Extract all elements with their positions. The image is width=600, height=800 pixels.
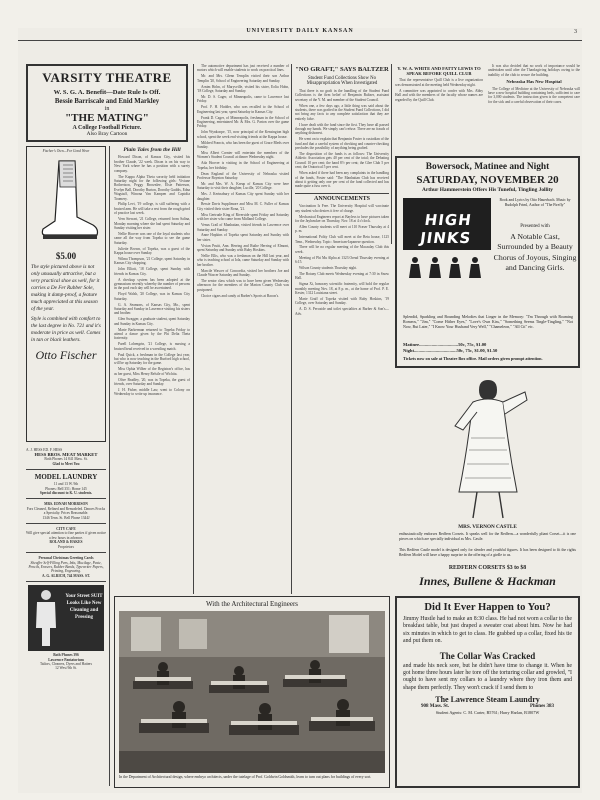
varsity-theatre-ad — [26, 64, 188, 142]
article-paragraph: A committee was appointed to confer with Mrs. Abby Hall and with the members of the faculty whose names are regarded by the Quill Club. — [395, 88, 483, 102]
bowersock-seats: Tickets now on sale at Theatre Box office. Mail orders given prompt attention. — [403, 356, 543, 361]
chorus-figures — [403, 254, 491, 288]
castle-name: MRS. VERNON CASTLE — [458, 524, 517, 530]
news-item: Julietie Brown, of Topeka, was a guest of the Kappa house over Sunday. — [114, 246, 190, 256]
news-item: Paul Quick, a freshman in the College last year, but who is now teaching in the Burford high school, will be up Saturday for the game. — [114, 352, 190, 366]
news-item: Prof. F. H. Hodder, who was recalled to the School of Engineering last year, spent Saturday in Kansas City. — [197, 105, 289, 114]
shoe-store: Otto Fischer — [35, 348, 97, 363]
article-paragraph: When asked if there had been any complaints in the handling of the funds, Foster said: "The Manhattan Club has received about it getting only one per cent of the fund collected and has made quite a fuss over it. — [295, 171, 389, 189]
hess-phone: Both Phones 14 841 Mass. St. — [44, 457, 88, 462]
nebraska-headline: Nebraska Has New Hospital — [506, 79, 562, 85]
news-item: A checkup system has been adopted at the gymnasium recently whereby the number of persons in the pool each day will be ascertained. — [114, 277, 190, 291]
greeting-cards-title: Personal Christmas Greeting Cards — [38, 556, 94, 561]
model-laundry-title: MODEL LAUNDRY — [34, 473, 98, 482]
news-item: Philip Levi, '19 college, is still suffering with a bruised arm. He will take a rest from the rough grind of practice last week. — [114, 202, 190, 216]
nebraska-body: The College of Medicine at the University of Nebraska will have a new hospital building containing beds, sufficient to care for 3,000 students. The instruction given is the competent care for the sick and a careful observation of their cases. — [488, 86, 580, 104]
no-graft-body — [295, 89, 389, 189]
city-cafe-title: CITY CAFE — [56, 527, 76, 532]
announcement-item: Meeting of Phi Mu Alpha at 1323 Oread Thursday evening at 6:15. — [295, 255, 389, 265]
laundry-address: 908 Mass. St. — [421, 704, 450, 710]
laundry-agents: Student Agents: C. M. Carter, B5761; Harry Harlan, B1807W — [435, 710, 540, 716]
news-item: The automotive department has just received a number of motors which will enable students to work on practical lines. — [197, 64, 289, 73]
news-item: Marie Barkerman returned to Topeka Friday to attend a dance given by the Phi Delta Theta fraternity. — [114, 327, 190, 341]
announcement-item: Wilson County students Thursday night. — [299, 266, 357, 271]
news-item: Frank D. Cager, of Minneapolis, freshman in the School of Engineering, entertained Mr. & Mrs. G. Parton over the game Friday. — [197, 115, 289, 129]
news-item: The Kappa Alpha Theta sorority held initiation Saturday night for the following girls: Viviane Rothertson, Peggy Brownlee, Elsie Patterson, Evelyn Ball, Dorothy Burton, Dorothy Gaddis, Edna Wagstaff, Winona Van Kampen and Captolia Toomery. — [114, 174, 190, 201]
city-cafe-owner: ROLAND & HAKES — [49, 540, 83, 545]
steam-laundry-ad — [395, 596, 580, 788]
news-item: G. A. Seamons, of Kansas City, Mo., spent Saturday and Sunday in Lawrence visiting his sisters and brother. — [114, 302, 190, 316]
news-item: Ada Hoover is visiting in the School of Engineering at Topeka, her birthday. — [197, 161, 289, 170]
article-paragraph: I have dealt with the fund since the first. They have all passed through my hands. We simply can't refuse. There are no frauds of anything dishonest. — [295, 122, 389, 136]
varsity-play: "THE MATING" — [65, 112, 149, 124]
announcement-item: The Botany Club meets Wednesday evening at 7:30 in Snow Hall. — [295, 272, 389, 281]
column-rule — [109, 146, 110, 786]
shoe-price: $5.00 — [55, 251, 77, 262]
hess-market: HESS BROS. MEAT MARKET — [34, 452, 98, 458]
plain-tales-column — [114, 146, 190, 592]
news-item: Nellie Hoover was one of the loyal students who came all the way from Topeka to see the game Saturday. — [114, 231, 190, 245]
news-item: The senior class which was to have been given Wednesday afternoon for the members of the Marion County Club was postponed. — [197, 279, 289, 292]
news-item: Nellie Ellis, who was a freshman on the Hill last year, and who is teaching school at Iola, came Saturday and Sunday with her brother. — [197, 254, 289, 267]
morrison-phone: 1346 Tenn. St. Bell Phone 1344J — [42, 515, 90, 520]
architecture-photo-feature — [114, 596, 390, 788]
shoe-body: The style pictured above is not only unusually attractive, but a very practical shoe as well, for it carries a De Fer Rubber Sole, making it damp-proof, a feature much appreciated at this season of the year. — [31, 264, 100, 313]
announcement-item: Vaccination Is Free. The University Hospital will vaccinate any student who desires it free of charge. — [295, 204, 389, 213]
news-item: Mildred Francis, who has been the guest of Grace Bleds over Sunday. — [197, 140, 289, 149]
news-item: Parell Lohengrin, '21 College, is nursing a bruised head received in a wrestling match. — [114, 342, 190, 351]
greeting-cards-store: A. G. ALRICH, 744 MASS. ST. — [41, 573, 91, 578]
laundry-body: Jimmy Hustle had to make an 8:30 class. He had not worn a collar to the breakfast table, but just draped a sweater coat about him. Now he had six minutes in which to get to class. He grabbed up a collar, fixed his tie and put them on. — [403, 616, 572, 645]
varsity-comedy: A College Football Picture. — [72, 125, 142, 131]
news-item: Choice cigars and candy at Barber's Sports at Bacon's. — [201, 293, 280, 298]
news-item: Vern Stewart, '21 College, returned from Salina, Monday morning where she had spent Saturday and Sunday visiting her sister. — [114, 217, 190, 230]
cleaning-ad-graphic — [28, 585, 104, 651]
left-small-ads — [26, 448, 106, 788]
news-item: John Wynkoope, '15, now principal of the Kensington high school, spent the week end visiting friends at the Kappa house. — [197, 130, 289, 139]
news-item: Mr. and Mrs. W. A. Kreup of Kansas City were here Saturday to visit their daughter, Lucille, '20 College. — [197, 181, 289, 191]
newspaper-page — [18, 28, 582, 793]
announcement-item: A. D. S. Peroxide and toilet specialties at Barber & Son's—Adv. — [295, 307, 389, 316]
article-paragraph: That the representative Quill Club is a live organization was demonstrated at the meeting held Wednesday night. — [395, 78, 483, 87]
bowersock-date: SATURDAY, NOVEMBER 20 — [416, 174, 559, 186]
varsity-stars: Bessie Barriscale and Enid Markley — [54, 98, 160, 105]
news-item: John Elliott, '18 College, spent Sunday with friends in Kansas City. — [114, 267, 190, 276]
article-paragraph: The disposition of the funds is as follows: The University Athletic Association gets 40 per cent of the total; the Debating Council 10 per cent; the band 8½ per cent; the Glee Club 5 per cent; the Oratorical 5 per cent. — [295, 152, 389, 170]
city-cafe-prop: Proprietors — [58, 544, 74, 549]
announcements-title: ANNOUNCEMENTS — [295, 193, 389, 202]
laundry-name: The Lawrence Steam Laundry — [435, 695, 540, 705]
mrs-castle-illustration — [433, 372, 543, 522]
news-item: Arnim Hohn, of Marysville, visited his sister, Eolia Hohn, '18 College, Saturday and Sunday. — [197, 84, 289, 94]
page-number: 3 — [574, 29, 578, 35]
announcement-item: There will be no regular meeting of the Macaulay Club this week. — [295, 245, 389, 254]
news-item: Floyd Walsh, '20 College, was in Kansas City Saturday. — [114, 292, 190, 301]
news-item: Mrs. J. Kerinabury of Kansas City spent Sunday with her daughter. — [197, 192, 289, 201]
laundry-headline: Did It Ever Happen to You? — [424, 602, 551, 613]
pantatorium-name: Lawrence Pantatorium — [48, 657, 84, 662]
news-item: Bessie Davis Supplimore and Miss M. C. Fuller of Kansas City visited their sister Rona, '21. — [197, 202, 289, 211]
header-rule — [18, 40, 582, 41]
news-item: Vivian Pruitt, Ann. Herring and Ruthe Herring of Elmont, spent Saturday and Sunday with Ruby Hoskins. — [197, 243, 289, 253]
greeting-cards-body: Sheaffer Self-Filling Pens, Inks, Mucilage, Paste, Pencils, Erasers, Rubber Bands, Typewriter Papers, Printing, Engraving. — [28, 560, 104, 574]
high-jinks-title: HIGH JINKS — [418, 211, 474, 247]
shoe-body-2: Style is combined with comfort to the last degree in No. 721 and it's moderate in price as well. Comes in tan or black leathers. — [31, 316, 101, 344]
article-paragraph: When one, a few days ago, a little thing was said about the students, there was grafted in the Student Fund Collections, I did not bring any facts to any complete satisfaction that they are entirely false. — [295, 103, 389, 121]
bowersock-credits: Book and Lyrics by Otto Hauerbach. Music by Rudolph Friml, Author of "The Firefly" — [499, 198, 571, 207]
pantatorium-addr: 12 West 9th St. — [55, 666, 77, 671]
quill-club-column — [395, 64, 483, 154]
model-laundry-addr: 11 and 13 W. 9th — [53, 482, 79, 487]
no-graft-headline: "NO GRAFT," SAYS BALTZER — [295, 66, 389, 73]
column-rule — [193, 64, 194, 594]
article-paragraph: That there is no graft in the handling of the Student Fund Collections is the firm belief of Benjamin Baltzer, assistant secretary of the Y. M. and member of the Student Council. — [295, 88, 389, 102]
varsity-cartoon: Also Bray Cartoon — [86, 131, 128, 137]
news-item: Miss Gertrude King of Riverside spent Friday and Saturday with her sister who came from Midland College. — [197, 212, 289, 222]
announcements-body — [295, 204, 389, 316]
boot-illustration — [31, 157, 101, 247]
column-rule — [291, 64, 292, 594]
shoe-caption: Fischer's Own—For Good Wear — [42, 149, 90, 153]
cleaning-ad-text: Your Street SUIT Looks Like New Cleaning and Pressing — [65, 594, 103, 621]
castle-body-2: This Redfern Castle model is designed only for slender and youthful figures. It has been designed to fit the rights Redfern Model will have a happy surprise in the offering of a girdle to us. — [399, 548, 576, 557]
bowersock-ad — [395, 156, 580, 368]
morrison-body: Fors Cleaned, Relined and Remodeled. Dances Frocks a Specialty. Prices Reasonable. — [26, 506, 106, 516]
dancers-illustration — [403, 254, 491, 288]
news-item: Glen Swagger, a graduate student, spent Saturday and Sunday in Kansas City. — [114, 317, 190, 326]
plain-tales-title: Plain Tales from the Hill — [123, 147, 181, 153]
news-column-3 — [197, 64, 289, 592]
news-item: Mr. D. S. Cager, of Minneapolis, came to Lawrence last Friday. — [197, 94, 289, 104]
column-3-body — [197, 64, 289, 298]
quill-club-headline: Y. W. A. WHITE AND FATTY LEWIS TO SPEAK BEFORE QUILL CLUB — [397, 66, 481, 77]
photo-caption: In the Department of Architectural design, where embryo architects, under the tutelage of Prof. Goldwin Goldsmith, learn to turn out plans for buildings of every sort. — [119, 775, 372, 779]
column-6-top — [488, 64, 580, 154]
quill-club-body — [395, 78, 483, 102]
plain-tales-body — [114, 155, 190, 396]
drafting-room-image — [119, 611, 385, 773]
bowersock-name: Bowersock, Matinee and Night — [425, 162, 550, 172]
ibh-store-signature: Innes, Bullene & Hackman — [419, 574, 556, 588]
no-graft-subhead: Student Fund Collections Show No Misappropriation When Investigated — [306, 75, 378, 87]
news-item: Mr. and Mrs. Glenn Templin visited their son Arthur Templin '20, School of Engineering Saturday and Sunday. — [197, 74, 289, 83]
no-graft-column — [295, 64, 389, 592]
model-laundry-phone: Phones: Bell 351; Home 145 — [45, 486, 87, 491]
drafting-room-photo — [119, 611, 385, 773]
news-item: Venus Crail of Manhattan, visited friends in Lawrence over Saturday and Sunday. — [197, 223, 289, 232]
announcement-item: Sigma Xi, honorary scientific fraternity, will hold the regular monthly meeting Nov. 18, at 8 p. m., at the home of Prof. P. E. Kester, 1312 Louisiana street. — [295, 282, 389, 296]
city-cafe-body: Will give special attention to fine parties if given notice a few hours in advance. — [26, 531, 106, 540]
photo-title: With the Architectural Engineers — [205, 600, 299, 608]
pantatorium-services: Tailors, Cleaners, Dyers and Hatters — [39, 661, 93, 666]
bowersock-cast-intro: Presented with — [520, 224, 550, 229]
corset-ad — [395, 372, 580, 590]
laundry-contact — [397, 704, 578, 709]
article-paragraph: He went on to explain that Benjamin Foster is custodian of the fund and that a careful system of checking and counter-checking precludes the possibility of anything being grafted. — [295, 137, 389, 151]
news-item: Olive Bradley, '20, was in Topeka, the guest of friends, over Saturday and Sunday. — [114, 377, 190, 387]
news-item: Dean England of the University of Nebraska visited Professor Boynton Saturday. — [197, 171, 289, 180]
varsity-benefit: W. S. G. A. Benefit—Date Rule Is Off. — [53, 89, 161, 96]
quill-club-continued: It was also decided that no work of importance would be undertaken until after the Thanksgiving holidays owing to the inability of the club to secure the building. — [488, 64, 580, 77]
bowersock-night: Night.....................................50c, 75c, $1.00, $1.50 — [403, 348, 498, 353]
announcement-item: Allen County students will meet at 110 Fraser Thursday at 4 p. m. — [295, 224, 389, 234]
news-item: Howard Dixon, of Kansas City, visited his brother Claude, '22 week. Dixon is on his way to New York where he has a position with a surety company. — [114, 155, 190, 173]
varsity-name: VARSITY THEATRE — [42, 70, 172, 85]
redfern-price: REDFERN CORSETS $3 to $8 — [448, 565, 527, 571]
high-jinks-logo — [403, 198, 491, 250]
hess-glad: Glad to Meet You — [52, 461, 80, 466]
pantatorium-phones: Both Phones 396 — [53, 653, 79, 658]
bowersock-matinee: Matinee..................................50c, 75c, $1.00 — [403, 342, 487, 347]
page-header — [18, 28, 582, 40]
news-item: Miss Albert Cornier will entertain the members of the Women's Student Council at dinner Wednesday night. — [197, 150, 289, 160]
news-item: Wilma Thompson, '21 College, spent Saturday in Kansas City shopping. — [114, 256, 190, 266]
announcement-item: Marie Graff of Topeka visited with Ruby Hoskins, '19 College, over Saturday and Sunday. — [295, 297, 389, 306]
news-item: Miss Ophia Wilber of the Registrar's office, has as her guest, Miss Henry Relstle of Wichita. — [114, 367, 190, 376]
laundry-phone: Phones 383 — [529, 704, 554, 710]
hess-names: A. J. HESS ED. F. HESS — [26, 448, 63, 452]
morrison-title: MRS. EDNAH MORRISON — [44, 502, 88, 507]
bowersock-cast: A Notable Cast, Surrounded by a Beauty Chorus of Joyous, Singing and Dancing Girls. — [493, 232, 577, 273]
announcement-item: Mechanical Engineers report at Bayless to have pictures taken for the Jayhawker on Thursday, Nov. 18 at 4 o'clock. — [295, 214, 389, 223]
shoe-ad — [26, 146, 106, 446]
model-laundry-note: Special discount to K. U. students. — [39, 491, 93, 496]
column-rule — [391, 64, 392, 244]
news-item: Anne Hopkins of Topeka spent Saturday and Sunday with her sister. — [197, 233, 289, 242]
bowersock-songs: Splendid, Sparkling and Bounding Melodies that Linger in the Memory: "I'm Through with Roaming Romeos," "Jim," "Come Hither Eyes," "Love's Own Kiss," "Something Seems Tingle-Tingling," "Not Now, But Later," "I Know Your Husband Very Well," "Chameleon," "All Cit" etc. — [403, 314, 573, 329]
news-item: J. H. Fisher, middle Law, went to Colony on Wednesday to write up insurance. — [114, 388, 190, 397]
bowersock-presents: Arthur Hammerstein Offers His Tuneful, Tingling Jollity — [421, 187, 554, 193]
suit-figure-icon — [32, 588, 60, 648]
laundry-subhead: The Collar Was Cracked — [439, 650, 536, 661]
castle-body: enthusiastically endorses Redfern Corsets. It speaks well for the Redfern—a wonderfully pliant Corset—it is one pieces on which are specially individual as Mrs. Castle. — [399, 532, 576, 541]
laundry-body-2: and made his neck sore, but he didn't have time to change it. When he got home three hours later he tore off the torturing collar and growled, "I ought to have sent my collars to a laundry where they iron them and shape them perfectly. They won't crack if I send them to — [403, 662, 572, 691]
news-item: Marcile Wascer of Concordia, visited her brothers Joe and Claude Wascer Saturday and Sunday. — [197, 268, 289, 278]
announcement-item: International Polity Club will meet at the Beta house, 1125 Tenn., Wednesday. Topic: American-Japanese question. — [295, 235, 389, 244]
varsity-in: in — [104, 106, 110, 112]
masthead: UNIVERSITY DAILY KANSAN — [246, 28, 354, 34]
